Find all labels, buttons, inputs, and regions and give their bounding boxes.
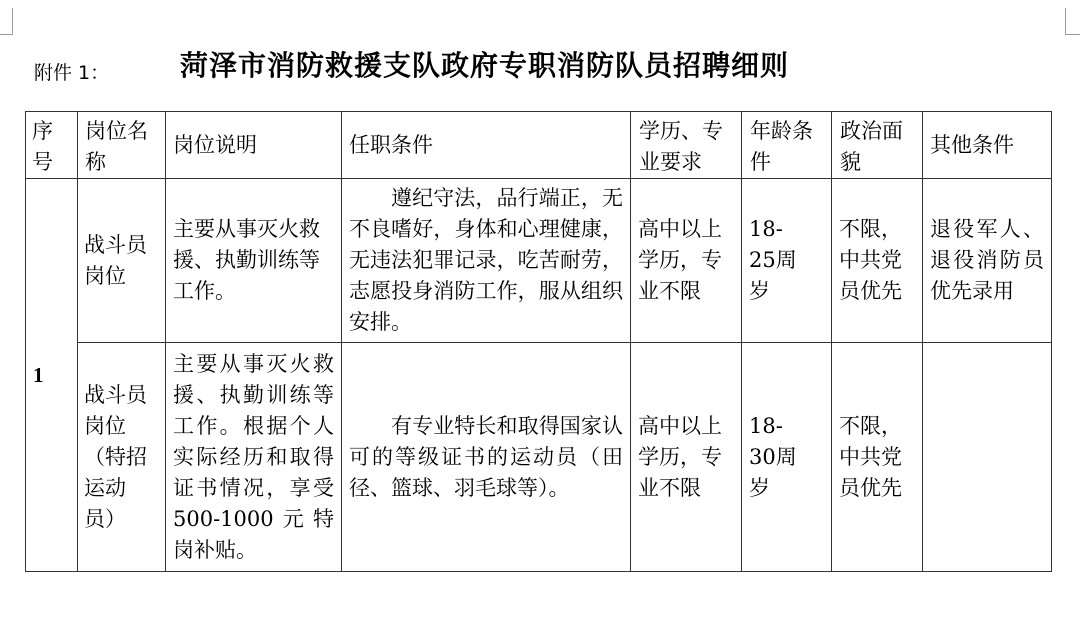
header-age-text: 年龄条件 <box>750 119 813 174</box>
description-text: 主要从事灭火救援、执勤训练等工作。根据个人实际经历和取得证书情况，享受500-1000元特岗补贴。 <box>173 351 334 562</box>
position-text: 战斗员岗位（特招运动员） <box>84 382 147 531</box>
description-cell <box>166 343 342 572</box>
header-row <box>26 112 1052 179</box>
recruitment-table <box>25 111 1052 572</box>
header-age <box>742 112 832 179</box>
age-cell <box>742 179 832 343</box>
serial-number: 1 <box>33 362 44 387</box>
political-cell <box>832 179 923 343</box>
requirements-cell <box>342 179 631 343</box>
table-row <box>26 343 1052 572</box>
education-text: 高中以上学历，专业不限 <box>638 217 722 303</box>
header-other-text: 其他条件 <box>930 132 1014 157</box>
attachment-label: 附件 1： <box>34 62 110 84</box>
document-title: 菏泽市消防救援支队政府专职消防队员招聘细则 <box>180 49 790 82</box>
requirements-text: 有专业特长和取得国家认可的等级证书的运动员（田径、篮球、羽毛球等）。 <box>349 413 623 500</box>
page-corner-mark-right <box>1065 8 1080 35</box>
header-position <box>78 112 166 179</box>
position-cell <box>78 343 166 572</box>
serial-cell <box>26 179 78 572</box>
header-description-text: 岗位说明 <box>173 132 257 157</box>
age-text: 18-25周岁 <box>749 217 797 303</box>
header-description <box>166 112 342 179</box>
page-corner-mark-left <box>0 8 13 35</box>
header-requirements <box>342 112 631 179</box>
political-cell <box>832 343 923 572</box>
header-education <box>631 112 742 179</box>
political-text: 不限，中共党员优先 <box>839 413 902 500</box>
description-text: 主要从事灭火救援、执勤训练等工作。 <box>173 217 320 303</box>
other-cell <box>923 343 1052 572</box>
description-cell <box>166 179 342 343</box>
other-text: 退役军人、退役消防员优先录用 <box>930 217 1044 303</box>
position-text: 战斗员岗位 <box>84 232 147 288</box>
requirements-text: 遵纪守法，品行端正，无不良嗜好，身体和心理健康，无违法犯罪记录，吃苦耐劳，志愿投身消防工作，服从组织安排。 <box>349 186 623 334</box>
political-text: 不限，中共党员优先 <box>839 217 902 303</box>
education-text: 高中以上学历，专业不限 <box>638 413 722 500</box>
requirements-cell <box>342 343 631 572</box>
other-cell <box>923 179 1052 343</box>
header-position-text: 岗位名称 <box>85 119 148 174</box>
education-cell <box>631 179 742 343</box>
header-political-text: 政治面貌 <box>840 119 903 174</box>
header-requirements-text: 任职条件 <box>349 132 433 157</box>
education-cell <box>631 343 742 572</box>
age-text: 18-30周岁 <box>749 413 797 500</box>
table-row <box>26 179 1052 343</box>
header-political <box>832 112 923 179</box>
position-cell <box>78 179 166 343</box>
header-education-text: 学历、专业要求 <box>639 119 723 174</box>
age-cell <box>742 343 832 572</box>
header-other <box>923 112 1052 179</box>
header-serial-text: 序号 <box>32 119 53 174</box>
header-serial <box>26 112 78 179</box>
